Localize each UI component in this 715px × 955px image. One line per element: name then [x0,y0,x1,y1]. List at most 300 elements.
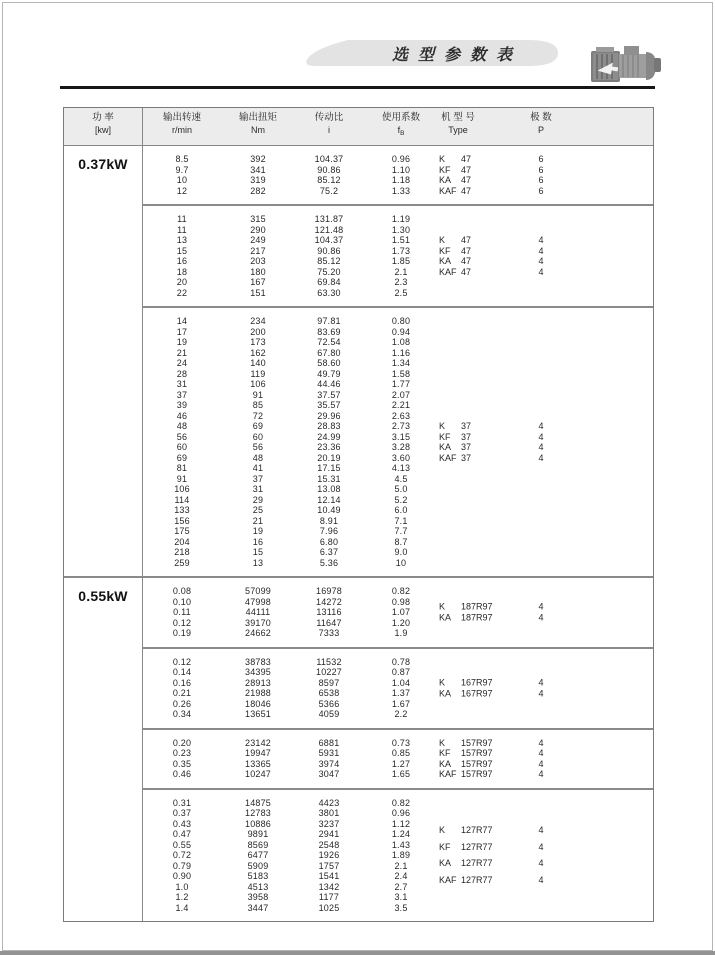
cell-torque: 16 [252,536,264,547]
cell-service-factor: 1.67 [391,698,411,709]
cell-service-factor: 1.08 [391,337,411,347]
type-prefix: KF [439,841,451,852]
cell-torque: 180 [250,266,266,277]
cell-ratio: 72.54 [317,337,341,347]
poles-value: 6 [538,154,544,164]
cell-torque: 5183 [247,871,269,881]
cell-service-factor: 8.7 [394,536,408,547]
cell-speed: 39 [176,400,188,410]
poles-value: 4 [538,858,544,869]
table-row [143,421,653,432]
cell-speed: 16 [176,256,188,266]
cell-service-factor: 0.96 [391,808,411,818]
table-row [143,628,653,639]
type-code: KAF 47 [439,185,472,196]
cell-ratio: 23.36 [317,442,341,452]
cell-torque: 5909 [247,860,269,871]
type-line [439,432,561,443]
type-code: KA 47 [439,175,472,185]
cell-ratio: 7.96 [319,526,339,536]
cell-service-factor: 1.77 [391,379,411,389]
cell-torque: 31 [252,484,264,494]
table-row [143,840,653,851]
type-prefix: KA [439,256,452,266]
table-row [143,537,653,548]
table-row [143,505,653,516]
type-line [439,872,561,889]
table-row [143,453,653,464]
table-row [143,597,653,608]
col-header-ratio-unit: i [328,125,330,135]
table-row [143,748,653,759]
cell-ratio: 121.48 [314,224,344,235]
cell-service-factor: 7.1 [394,515,408,526]
cell-speed: 10 [176,175,188,185]
cell-torque: 39170 [244,617,272,628]
cell-torque: 200 [250,326,266,337]
cell-speed: 156 [174,515,190,526]
cell-torque: 10247 [244,769,272,779]
type-prefix: KA [439,858,452,869]
cell-service-factor: 1.07 [391,607,411,617]
cell-speed: 11 [177,214,187,224]
cell-torque: 37 [252,473,264,484]
type-prefix: K [439,421,446,431]
cell-torque: 28913 [244,677,272,688]
cell-service-factor: 9.0 [394,547,408,557]
col-header-poles-unit: P [537,125,544,135]
ratio-group [143,204,653,306]
cell-ratio: 85.12 [317,175,341,185]
type-line [439,738,561,749]
table-row [143,165,653,176]
cell-speed: 0.12 [172,656,192,667]
cell-ratio: 11532 [316,656,342,667]
group-rows [143,586,653,639]
cell-speed: 0.47 [172,829,192,839]
cell-service-factor: 3.1 [394,892,408,902]
cell-ratio: 28.83 [317,421,341,431]
table-row [143,369,653,380]
cell-service-factor: 0.82 [391,797,411,808]
cell-torque: 12783 [244,808,272,818]
type-prefix: KAF [439,874,457,885]
type-prefix: KF [439,431,451,442]
table-row [143,819,653,830]
cell-torque: 38783 [244,656,272,667]
cell-torque: 290 [250,224,266,235]
cell-service-factor: 1.51 [391,235,411,245]
table-row [143,738,653,749]
cell-torque: 9891 [247,829,269,839]
cell-torque: 15 [252,547,264,557]
cell-ratio: 1541 [318,871,340,881]
cell-speed: 0.55 [172,839,192,850]
table-row [143,337,653,348]
table-row [143,327,653,338]
col-header-service-factor-label: 使用系数 [381,112,420,123]
cell-torque: 3447 [247,902,269,913]
group-rows [143,214,653,298]
type-line [439,154,561,165]
cell-service-factor: 1.18 [391,175,411,185]
col-header-type-label: 机 型 号 [441,112,475,123]
cell-service-factor: 1.9 [394,628,408,638]
cell-torque: 234 [250,316,266,326]
type-line [439,267,561,278]
cell-service-factor: 5.0 [394,484,408,494]
cell-speed: 0.23 [172,748,192,758]
type-code: KF 47 [439,164,472,175]
cell-ratio: 83.69 [317,326,341,337]
selection-table [63,107,654,922]
cell-ratio: 15.31 [317,473,341,484]
cell-speed: 21 [176,347,188,358]
poles-value: 4 [538,452,544,463]
cell-service-factor: 0.73 [391,737,411,748]
cell-speed: 106 [174,484,190,494]
cell-speed: 19 [176,337,188,347]
power-section [64,146,653,576]
cell-speed: 8.5 [175,154,189,164]
cell-ratio: 90.86 [317,245,341,256]
ratio-group [143,728,653,788]
page-bottom-strip [0,951,715,955]
cell-speed: 31 [176,379,188,389]
cell-service-factor: 7.7 [394,526,408,536]
cell-torque: 85 [252,400,264,410]
cell-torque: 21988 [244,688,272,698]
poles-value: 4 [538,769,544,779]
cell-service-factor: 1.34 [391,358,411,368]
poles-value: 4 [538,737,544,748]
table-row [143,871,653,882]
ratio-group [143,306,653,576]
type-prefix: KA [439,688,452,698]
cell-torque: 23142 [244,737,272,748]
cell-speed: 17 [176,326,188,337]
col-header-poles [521,108,561,145]
cell-torque: 106 [250,379,266,389]
cell-speed: 48 [176,421,188,431]
table-row [143,225,653,236]
cell-speed: 91 [176,473,188,484]
type-block [439,421,561,463]
cell-service-factor: 1.43 [391,839,411,850]
ratio-group [143,647,653,728]
cell-ratio: 3974 [318,758,340,769]
ratio-group [143,578,653,647]
cell-torque: 18046 [244,698,272,709]
cell-torque: 24662 [244,628,272,638]
cell-speed: 69 [176,452,188,463]
cell-ratio: 58.60 [317,358,341,368]
cell-speed: 218 [174,547,190,557]
cell-service-factor: 1.58 [391,368,411,379]
cell-speed: 0.19 [172,628,192,638]
cell-ratio: 13.08 [317,484,341,494]
type-block [439,738,561,780]
type-prefix: KF [439,164,451,175]
cell-ratio: 6538 [318,688,340,698]
cell-service-factor: 1.24 [391,829,411,839]
table-row [143,850,653,861]
table-row [143,154,653,165]
poles-value: 4 [538,266,544,277]
type-prefix: K [439,737,446,748]
cell-speed: 46 [176,410,188,421]
cell-ratio: 8.91 [319,515,339,526]
col-header-speed [143,108,221,145]
cell-torque: 44111 [245,607,271,617]
group-rows [143,657,653,720]
type-prefix: KF [439,748,451,758]
cell-torque: 173 [250,337,266,347]
type-prefix: KA [439,442,452,452]
table-row [143,861,653,872]
type-code: K 127R77 [439,822,521,839]
cell-service-factor: 2.07 [391,389,411,400]
page-title: 选型参数表 [391,46,522,64]
type-code: KAF 127R77 [439,872,521,889]
cell-service-factor: 1.10 [391,164,411,175]
cell-torque: 140 [250,358,266,368]
table-row [143,618,653,629]
cell-service-factor: 10 [395,557,407,568]
type-code: KA 157R97 [439,758,493,769]
poles-value: 4 [538,748,544,758]
cell-ratio: 97.81 [317,316,341,326]
cell-torque: 69 [252,421,264,431]
table-row [143,586,653,597]
type-prefix: K [439,601,446,612]
type-line [439,421,561,432]
cell-service-factor: 1.65 [391,769,411,779]
table-row [143,288,653,299]
cell-speed: 37 [176,389,188,400]
cell-speed: 0.21 [172,688,192,698]
cell-torque: 13 [252,557,264,568]
table-row [143,903,653,914]
cell-speed: 28 [176,368,188,379]
cell-service-factor: 6.0 [394,505,408,515]
type-code: KA 167R97 [439,688,493,698]
col-header-type-unit: Type [448,125,468,135]
poles-value: 6 [538,185,544,196]
type-line [439,678,561,689]
table-row [143,484,653,495]
table-row [143,400,653,411]
type-code: KF 157R97 [439,748,493,758]
cell-service-factor: 1.33 [391,185,411,196]
type-line [439,839,561,856]
table-row [143,175,653,186]
cell-speed: 133 [174,505,190,515]
cell-service-factor: 2.1 [394,266,408,277]
cell-torque: 341 [250,164,266,175]
cell-torque: 315 [250,214,266,224]
header-rule [60,86,655,89]
type-code: KA 47 [439,256,472,266]
cell-speed: 11 [177,224,187,235]
table-row [143,267,653,278]
cell-service-factor: 0.80 [391,316,411,326]
cell-torque: 162 [250,347,266,358]
cell-ratio: 104.37 [314,154,344,164]
cell-speed: 0.26 [172,698,192,709]
cell-ratio: 12.14 [317,494,341,505]
cell-service-factor: 1.85 [391,256,411,266]
cell-service-factor: 4.13 [391,463,411,473]
type-line [439,186,561,197]
cell-ratio: 4423 [318,797,340,808]
type-prefix: KAF [439,452,457,463]
cell-speed: 0.79 [172,860,192,871]
power-label: 0.37kW [64,146,143,576]
type-prefix: K [439,235,446,245]
table-row [143,256,653,267]
type-prefix: KA [439,758,452,769]
table-row [143,495,653,506]
type-code: KF 127R77 [439,839,521,856]
type-prefix: KA [439,612,452,623]
table-row [143,411,653,422]
cell-service-factor: 2.2 [394,709,408,719]
col-header-power [64,108,143,145]
type-code: K 47 [439,235,472,245]
type-line [439,256,561,267]
table-row [143,688,653,699]
type-code: K 47 [439,154,472,164]
cell-service-factor: 0.94 [391,326,411,337]
cell-service-factor: 3.28 [391,442,411,452]
type-prefix: K [439,677,446,688]
type-code: KF 47 [439,245,472,256]
col-header-service-factor-unit: $f_B$ [397,125,405,137]
cell-ratio: 3237 [318,818,340,829]
cell-ratio: 2941 [318,829,340,839]
cell-service-factor: 3.5 [394,902,408,913]
cell-torque: 25 [252,505,264,515]
table-row [143,246,653,257]
cell-ratio: 1025 [318,902,340,913]
cell-service-factor: 0.98 [391,596,411,607]
cell-service-factor: 2.4 [394,871,408,881]
cell-ratio: 6881 [318,737,340,748]
cell-speed: 56 [176,431,188,442]
cell-torque: 167 [250,277,266,287]
type-line [439,453,561,464]
cell-service-factor: 3.60 [391,452,411,463]
cell-service-factor: 1.89 [391,850,411,860]
table-row [143,709,653,720]
cell-speed: 15 [176,245,188,256]
type-code: K 37 [439,421,472,431]
section-groups [143,578,653,921]
cell-torque: 34395 [244,667,272,677]
table-row [143,186,653,197]
type-line [439,246,561,257]
cell-ratio: 7333 [318,628,340,638]
group-rows [143,154,653,196]
table-row [143,474,653,485]
type-line [439,688,561,699]
table-row [143,607,653,618]
cell-speed: 0.34 [172,709,192,719]
gearmotor-photo-icon [588,42,664,88]
type-block [439,235,561,277]
ratio-group [143,146,653,204]
cell-service-factor: 2.73 [391,421,411,431]
cell-ratio: 37.57 [317,389,341,400]
poles-value: 4 [538,256,544,266]
cell-service-factor: 1.20 [391,617,411,628]
cell-torque: 6477 [247,850,269,860]
cell-speed: 24 [176,358,188,368]
poles-value: 4 [538,431,544,442]
cell-torque: 14875 [244,797,272,808]
cell-ratio: 63.30 [317,287,341,298]
section-groups [143,146,653,576]
col-header-power-unit: [kw] [94,125,111,135]
cell-speed: 22 [176,287,188,298]
cell-speed: 259 [174,557,190,568]
cell-torque: 29 [252,494,264,505]
table-row [143,390,653,401]
cell-service-factor: 2.63 [391,410,411,421]
cell-torque: 47998 [244,596,272,607]
poles-value: 4 [538,758,544,769]
cell-service-factor: 2.7 [394,881,408,892]
cell-ratio: 131.87 [314,214,344,224]
poles-value: 4 [538,677,544,688]
table-row [143,463,653,474]
type-line [439,235,561,246]
cell-ratio: 5366 [318,698,340,709]
cell-speed: 0.90 [172,871,192,881]
cell-speed: 0.37 [172,808,192,818]
type-prefix: KF [439,245,451,256]
poles-value: 6 [538,164,544,175]
col-header-torque [221,108,295,145]
cell-service-factor: 3.15 [391,431,411,442]
type-code: K 157R97 [439,737,493,748]
cell-torque: 41 [252,463,264,473]
table-row [143,526,653,537]
poles-value: 4 [538,245,544,256]
cell-torque: 249 [250,235,266,245]
cell-service-factor: 1.37 [391,688,411,698]
cell-ratio: 5931 [318,748,340,758]
cell-ratio: 1926 [318,850,340,860]
cell-service-factor: 1.16 [391,347,411,358]
cell-speed: 0.43 [172,818,192,829]
cell-torque: 10886 [244,818,272,829]
table-row [143,316,653,327]
col-header-speed-label: 输出转速 [162,112,201,123]
col-header-speed-unit: r/min [172,125,192,135]
cell-speed: 18 [176,266,188,277]
cell-torque: 19947 [244,748,272,758]
cell-torque: 3958 [247,892,269,902]
cell-ratio: 35.57 [317,400,341,410]
cell-service-factor: 2.1 [394,860,408,871]
cell-service-factor: 1.12 [391,818,411,829]
table-body [64,146,653,921]
table-row [143,277,653,288]
type-line [439,759,561,770]
cell-speed: 0.11 [173,607,191,617]
